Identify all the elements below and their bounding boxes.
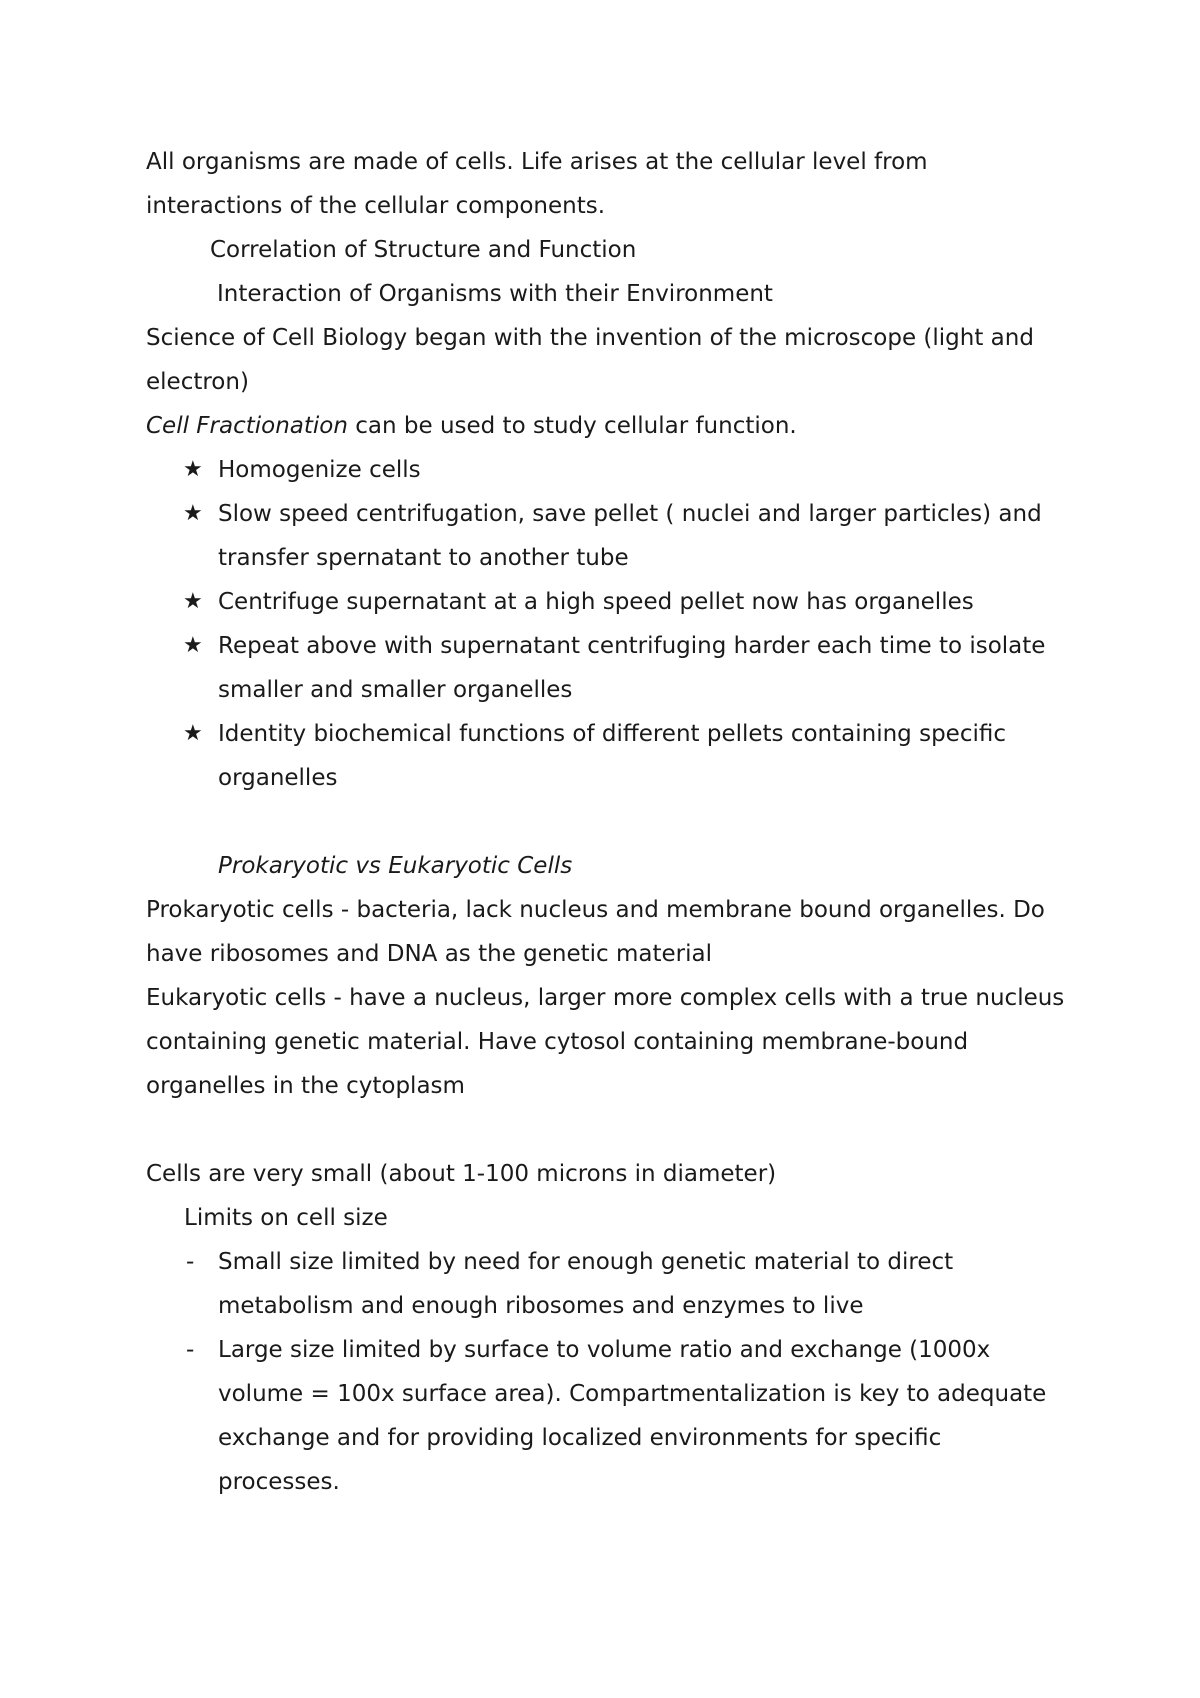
star-bullet-icon: ★ (183, 589, 203, 614)
list-item (146, 1328, 1066, 1504)
list-item (146, 712, 1066, 800)
star-bullet-icon: ★ (183, 721, 203, 746)
spacer (146, 1108, 1200, 1152)
star-bullet-icon: ★ (183, 457, 203, 482)
list-item (146, 492, 1066, 580)
step-text: Slow speed centrifugation, save pellet ( nuclei and larger particles) and transfer spernatant to another tube (218, 501, 1042, 571)
dash-bullet: - (186, 1337, 195, 1363)
theme-organisms-environment: Interaction of Organisms with their Environment (217, 281, 773, 307)
dash-bullet: - (186, 1249, 195, 1275)
fractionation-paragraph (146, 404, 1066, 448)
step-text: Repeat above with supernatant centrifuging harder each time to isolate smaller and smaller organelles (218, 633, 1046, 703)
limits-heading: Limits on cell size (184, 1205, 388, 1231)
list-item (146, 580, 1066, 624)
theme-structure-function: Correlation of Structure and Function (210, 237, 637, 263)
spacer (146, 800, 1200, 844)
list-item (146, 448, 1066, 492)
intro-paragraph: All organisms are made of cells. Life arises at the cellular level from interactions of the cellular components. (146, 149, 928, 219)
step-text: Centrifuge supernatant at a high speed pellet now has organelles (218, 589, 974, 615)
list-item (146, 624, 1066, 712)
cell-types-heading: Prokaryotic vs Eukaryotic Cells (218, 853, 573, 879)
star-bullet-icon: ★ (183, 633, 203, 658)
size-limits-list (146, 1240, 1066, 1504)
fractionation-steps-list (146, 448, 1066, 800)
fractionation-term: Cell Fractionation (146, 413, 348, 439)
step-text: Identity biochemical functions of different pellets containing specific organelles (218, 721, 1006, 791)
limit-text: Small size limited by need for enough genetic material to direct metabolism and enough ribosomes and enzymes to live (218, 1249, 954, 1319)
prokaryotic-paragraph: Prokaryotic cells - bacteria, lack nucleus and membrane bound organelles. Do have ribosomes and DNA as the genetic material (146, 897, 1045, 967)
cell-size-paragraph: Cells are very small (about 1-100 microns in diameter) (146, 1161, 777, 1187)
fractionation-rest: can be used to study cellular function. (347, 413, 797, 439)
step-text: Homogenize cells (218, 457, 421, 483)
microscope-paragraph: Science of Cell Biology began with the invention of the microscope (light and electron) (146, 325, 1034, 395)
limit-text: Large size limited by surface to volume ratio and exchange (1000x volume = 100x surface area). Compartmentalization is key to adequate exchange and for providing localized environments for specific processes. (218, 1337, 1047, 1495)
eukaryotic-paragraph: Eukaryotic cells - have a nucleus, larger more complex cells with a true nucleus containing genetic material. Have cytosol containing membrane-bound organelles in the cytoplasm (146, 985, 1065, 1099)
star-bullet-icon: ★ (183, 501, 203, 526)
list-item (146, 1240, 1066, 1328)
